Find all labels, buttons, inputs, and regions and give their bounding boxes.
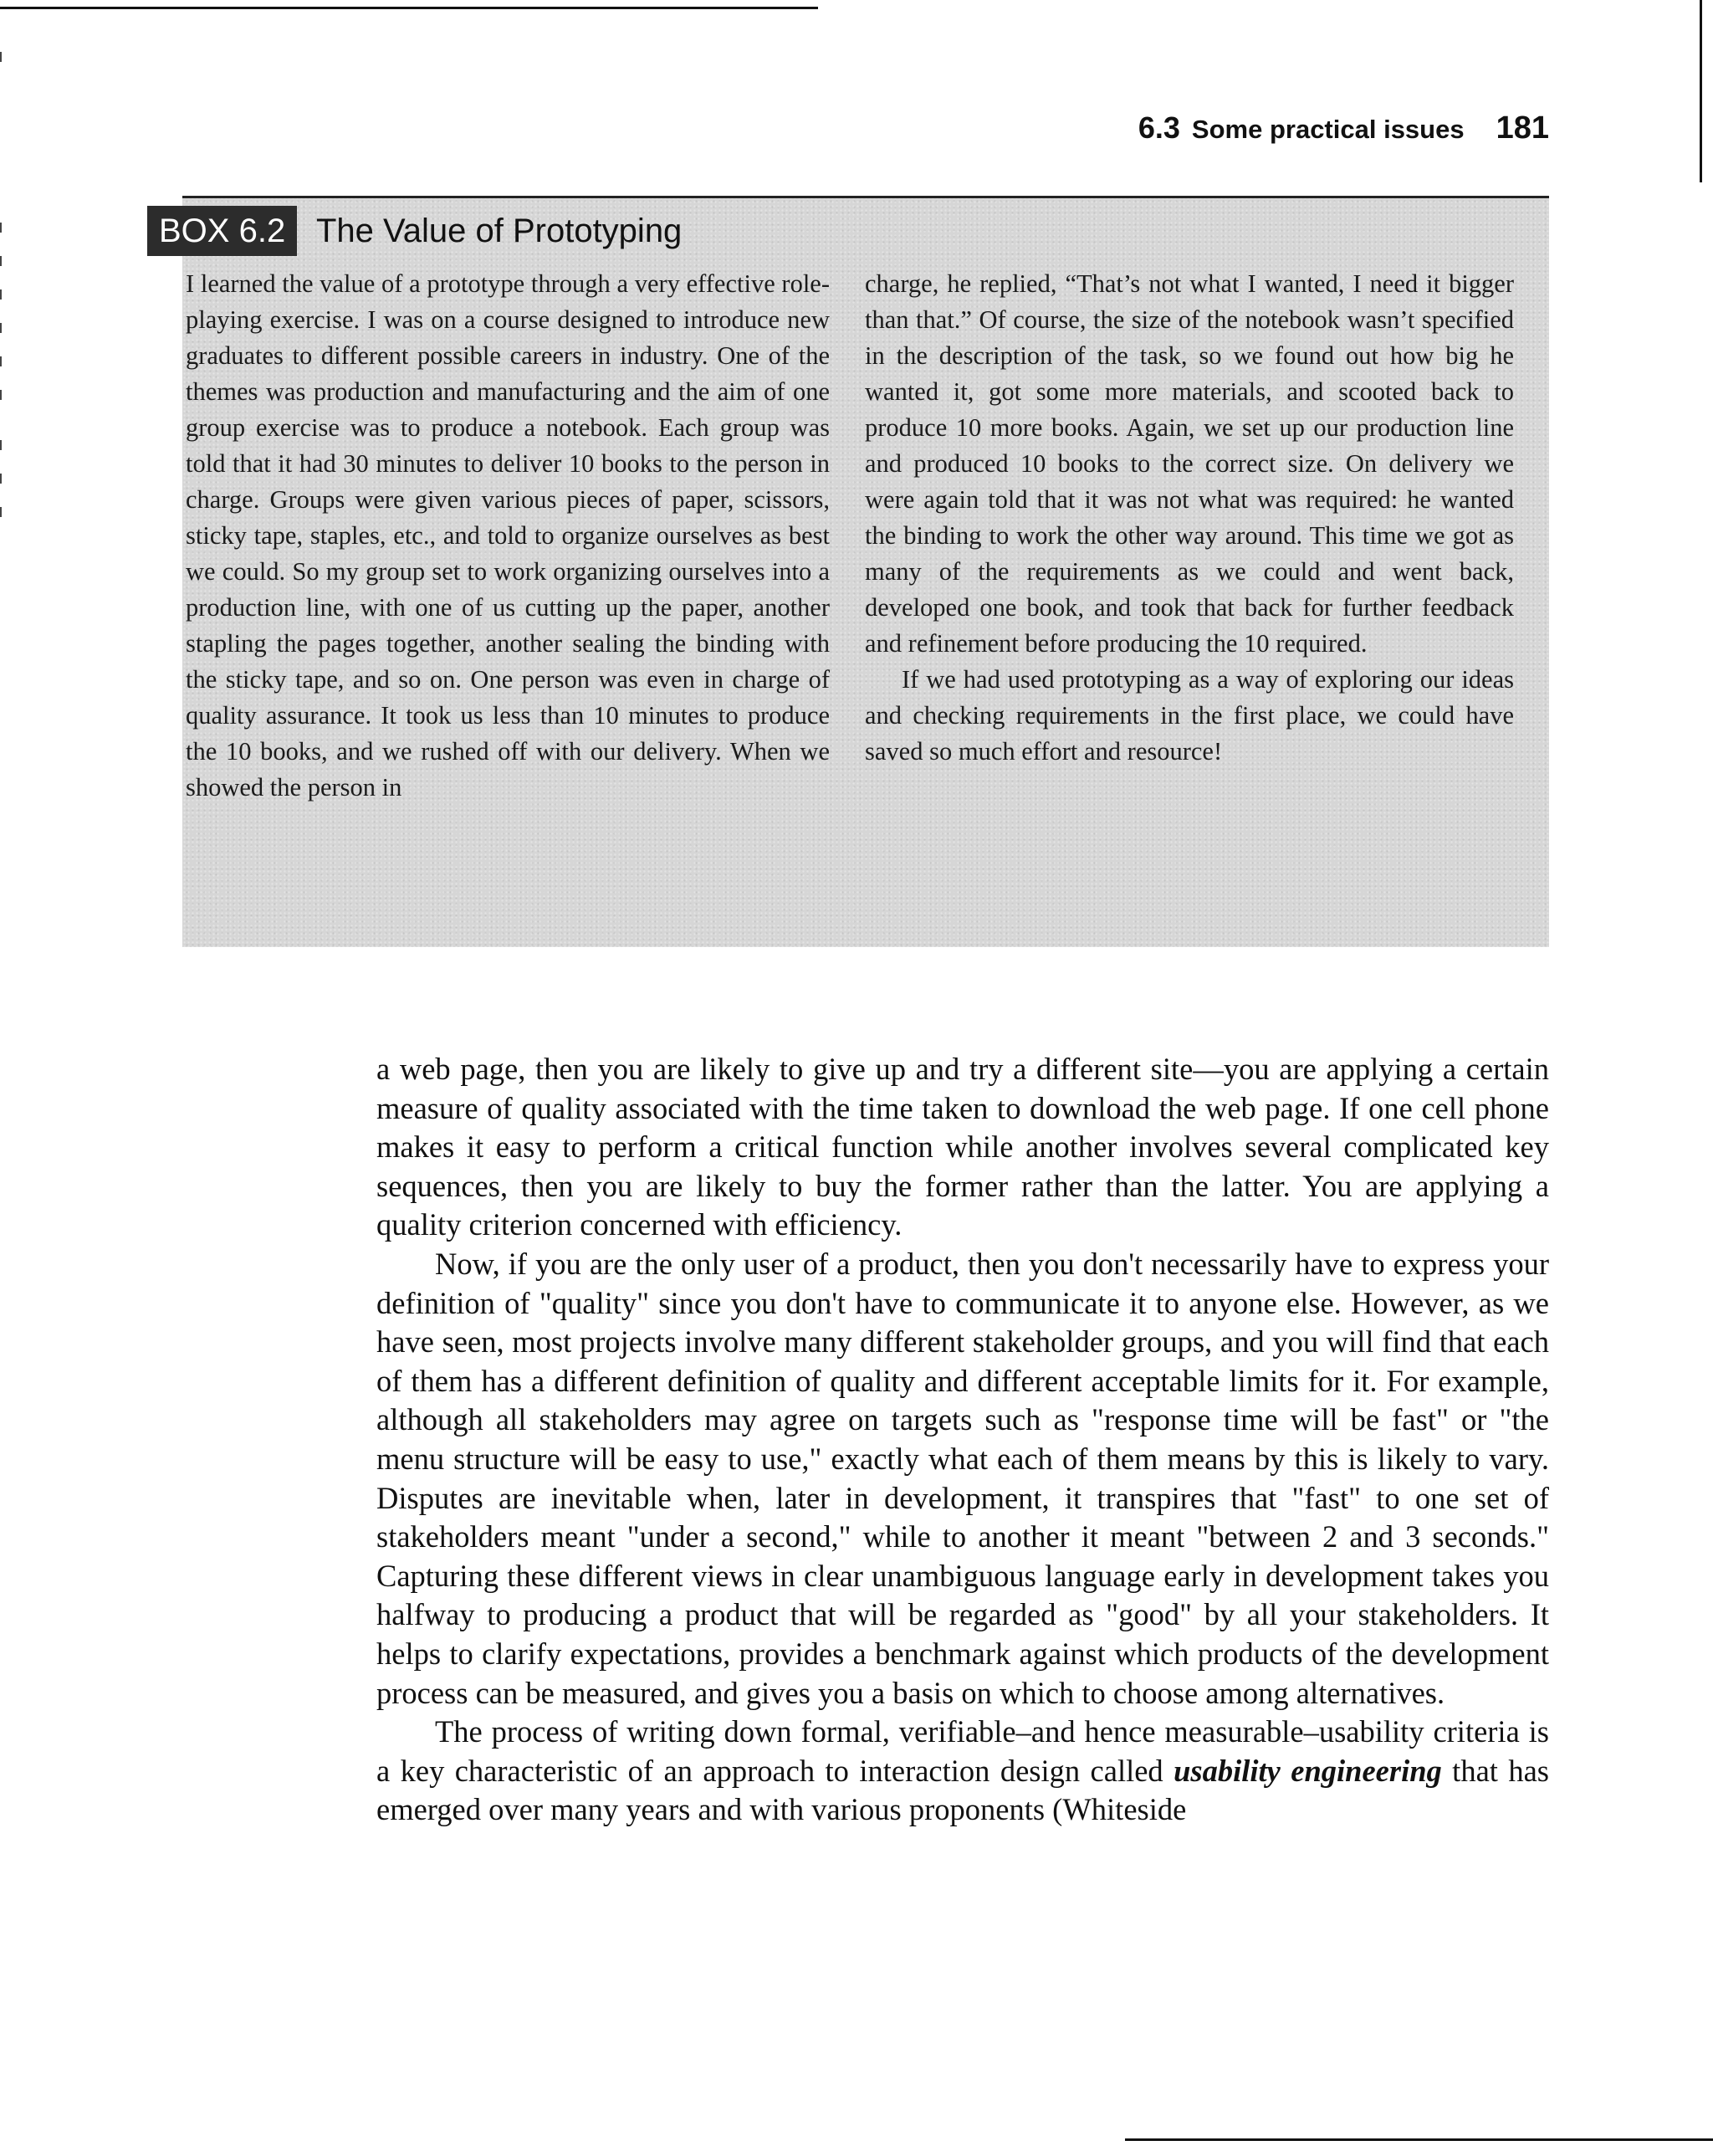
margin-tick (0, 289, 2, 300)
body-paragraph (376, 1713, 1549, 1830)
box-title: The Value of Prototyping (316, 213, 683, 249)
body-paragraph: Now, if you are the only user of a product, then you don't necessarily have to express your definition of "quality" since you don't have to communicate it to anyone else. However, as we have seen, most projects involve many different stakeholder groups, and you will find that each of them has a different definition of quality and different acceptable limits for it. For example, although all stakeholders may agree on targets such as "response time will be fast" or "the menu structure will be easy to use," exactly what each of them means by this is likely to vary. Disputes are inevitable when, later in development, it transpires that "fast" to one set of stakeholders meant "under a second," while to another it meant "between 2 and 3 seconds." Capturing these different views in clear unambiguous language early in development takes you halfway to producing a product that will be regarded as "good" by all your stakeholders. It helps to clarify expectations, provides a benchmark against which products of the development process can be measured, and gives you a basis on which to choose among alternatives. (376, 1246, 1549, 1710)
section-title: Some practical issues (1191, 115, 1465, 144)
bottom-rule (1125, 2138, 1713, 2141)
box-label: BOX 6.2 (147, 206, 297, 256)
body-paragraph: a web page, then you are likely to give up and try a different site—you are applying a certain measure of quality associated with the time taken to download the web page. If one cell phone makes it easy to perform a critical function while another involves several complicated key sequences, then you are likely to buy the former rather than the latter. You are applying a quality criterion concerned with efficiency. (376, 1052, 1549, 1242)
running-head (1138, 110, 1549, 146)
box-paragraph: If we had used prototyping as a way of exploring our ideas and checking requirements in the first place, we could have saved so much effort and resource! (865, 665, 1514, 766)
margin-tick (0, 507, 2, 517)
page-number: 181 (1496, 110, 1549, 146)
body-text (376, 1050, 1549, 1830)
box-header-rule (182, 196, 1549, 198)
right-edge-rule (1700, 0, 1702, 182)
margin-tick (0, 256, 2, 266)
box-paragraph: charge, he replied, “That’s not what I wanted, I need it bigger than that.” Of course, the size of the notebook wasn’t specified in the description of the task, so we found out how big he wanted it, got some more materials, and scooted back to produce 10 more books. Again, we set up our production line and produced 10 books to the correct size. On delivery we were again told that it was not what was required: he wanted the binding to work the other way around. This time we got as many of the requirements as we could and went back, developed one book, and took that back for further feedback and refinement before producing the 10 required. (865, 269, 1514, 658)
margin-tick (0, 223, 2, 233)
key-term: usability engineering (1174, 1753, 1442, 1788)
body-text-run: that has emerged over many years and with various proponents (Whiteside (376, 1753, 1549, 1827)
box-paragraph: I learned the value of a prototype through a very effective role-playing exercise. I was on a course designed to introduce new graduates to different possible careers in industry. One of the themes was production and manufacturing and the aim of one group exercise was to produce a notebook. Each group was told that it had 30 minutes to deliver 10 books to the person in charge. Groups were given various pieces of paper, scissors, sticky tape, staples, etc., and told to organize ourselves as best we could. So my group set to work organizing ourselves into a production line, with one of us cutting up the paper, another stapling the pages together, another sealing the binding with the sticky tape, and so on. One person was even in charge of quality assurance. It took us less than 10 minutes to produce the 10 books, and we rushed off with our delivery. When we showed the person in (186, 269, 830, 801)
margin-tick (0, 323, 2, 333)
box-right-column (865, 266, 1514, 770)
box-left-column (186, 266, 830, 806)
section-number: 6.3 (1138, 110, 1180, 145)
margin-tick (0, 356, 2, 366)
margin-tick (0, 390, 2, 400)
margin-tick (0, 52, 2, 62)
top-rule (0, 7, 818, 9)
margin-tick (0, 474, 2, 484)
margin-tick (0, 440, 2, 450)
body-text-run: The process of writing down formal, verifiable–and hence measurable–usability criteria is a key characteristic of an approach to interaction design called (376, 1714, 1549, 1788)
